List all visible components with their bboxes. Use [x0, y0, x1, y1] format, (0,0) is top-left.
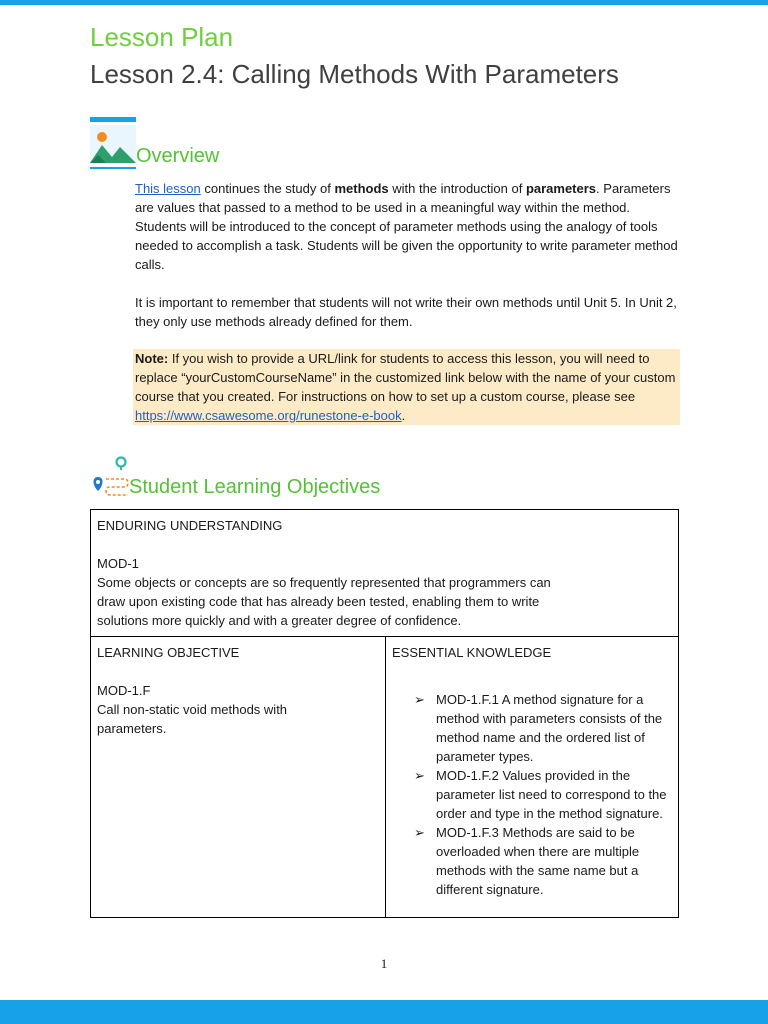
page-title: Lesson 2.4: Calling Methods With Parameters: [90, 59, 619, 89]
learning-objective-cell: [91, 637, 386, 918]
text-span: continues the study of: [200, 181, 335, 196]
list-item: [386, 766, 672, 823]
note-label: Note:: [135, 351, 169, 366]
document-kicker: Lesson Plan: [90, 22, 234, 52]
lo-text: Call non-static void methods with parameters.: [97, 702, 288, 736]
objectives-table: [90, 509, 679, 918]
reminder-paragraph: It is important to remember that students will not write their own methods until Unit 5. In Unit 2, they only use methods already defined for them.: [135, 295, 677, 329]
arrow-bullet-icon: ➢: [414, 825, 425, 840]
ek-label: ESSENTIAL KNOWLEDGE: [392, 645, 552, 660]
lesson-link[interactable]: This lesson: [135, 181, 201, 196]
landscape-icon: [90, 117, 136, 171]
bold-term: parameters: [525, 181, 597, 196]
arrow-bullet-icon: ➢: [414, 768, 425, 783]
list-item: [386, 823, 672, 899]
arrow-bullet-icon: ➢: [414, 692, 425, 707]
list-item: [386, 690, 672, 766]
overview-paragraph: [135, 179, 680, 274]
ek-item-text: MOD-1.F.2 Values provided in the parameter list need to correspond to the order and type in the method signature.: [436, 768, 667, 821]
essential-knowledge-cell: [386, 637, 679, 918]
note-callout: [133, 349, 680, 425]
top-accent-bar: [0, 0, 768, 5]
csawesome-link[interactable]: https://www.csawesome.org/runestone-e-book: [135, 408, 402, 423]
page-number: 1: [380, 956, 388, 971]
ek-item-text: MOD-1.F.1 A method signature for a method with parameters consists of the method name and the ordered list of parameter types.: [436, 692, 663, 764]
bold-term: methods: [334, 181, 389, 196]
eu-text: Some objects or concepts are so frequently represented that programmers can draw upon existing code that has already been tested, enabling them to write solutions more quickly and with a greater degree of confidence.: [97, 575, 551, 628]
route-map-pin-icon: [90, 455, 130, 497]
ek-item-text: MOD-1.F.3 Methods are said to be overloaded when there are multiple methods with the same name but a different signature.: [436, 825, 640, 897]
note-text: If you wish to provide a URL/link for students to access this lesson, you will need to replace “yourCustomCourseName” in the customized link below with the name of your custom course that you created. For instructions on how to set up a custom course, please see: [135, 351, 676, 404]
objectives-heading: Student Learning Objectives: [129, 476, 381, 498]
text-span: with the introduction of: [388, 181, 526, 196]
bottom-accent-bar: [0, 1000, 768, 1024]
overview-heading: Overview: [136, 145, 220, 167]
ek-list: [386, 690, 672, 899]
note-end: .: [401, 408, 406, 423]
text-span: . Parameters are values that passed to a method to be used in a meaningful way within the method. Students will be introduced to the concept of parameter methods using the analogy of tools needed to accomplish a task. Students will be given the opportunity to write parameter method calls.: [135, 181, 678, 272]
eu-code: MOD-1: [97, 556, 139, 571]
enduring-understanding-cell: [91, 510, 679, 637]
lo-label: LEARNING OBJECTIVE: [97, 645, 240, 660]
eu-label: ENDURING UNDERSTANDING: [97, 518, 283, 533]
lo-code: MOD-1.F: [97, 683, 151, 698]
